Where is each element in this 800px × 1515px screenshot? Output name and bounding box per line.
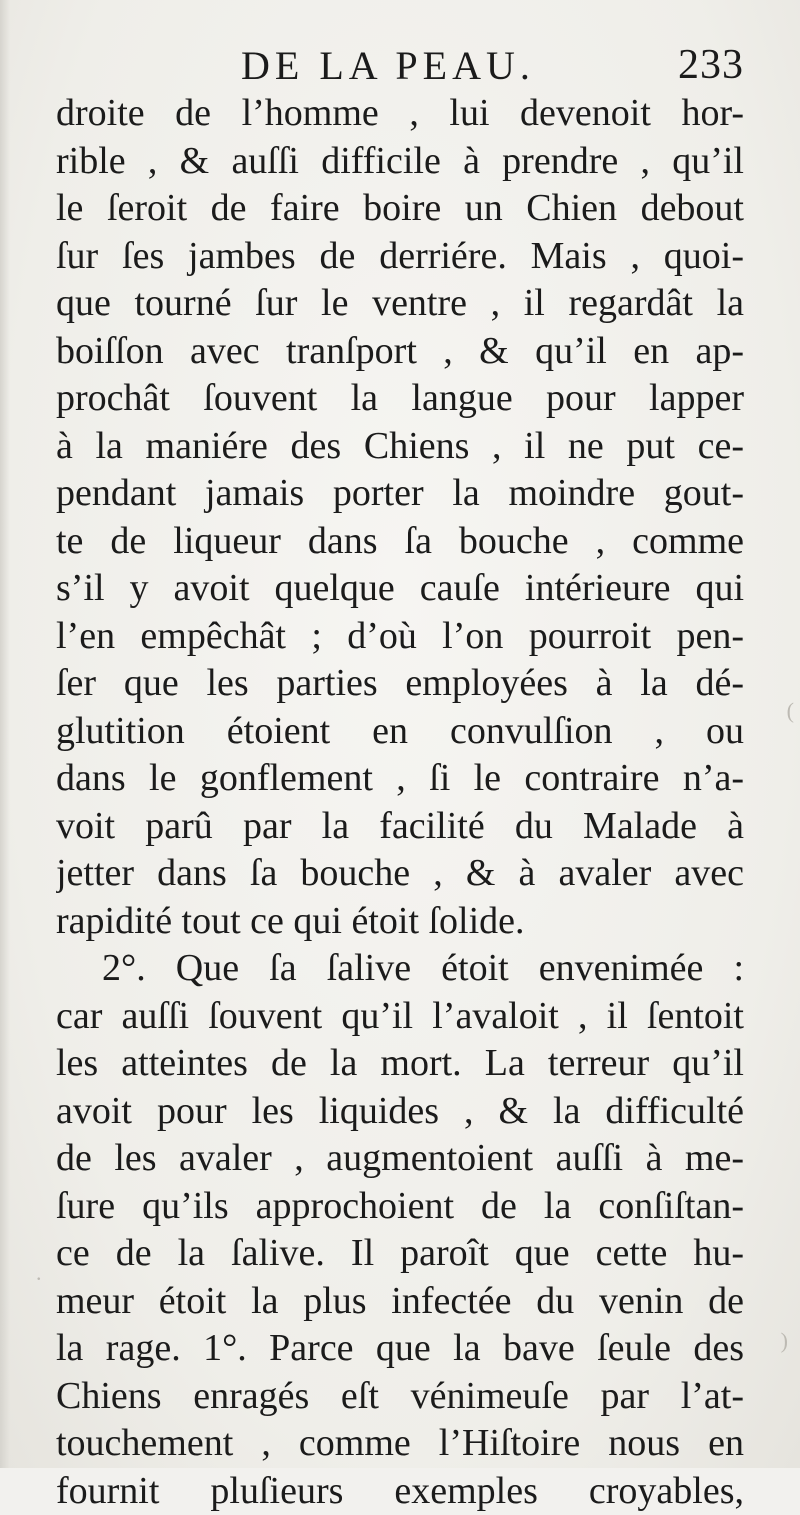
text-line-11: s’il y avoit quelque cauſe intérieure qui — [56, 565, 744, 613]
text-line-26: meur étoit la plus infectée du venin de — [56, 1278, 744, 1326]
text-line-25: ce de la ſalive. Il paroît que cette hu- — [56, 1230, 744, 1278]
text-line-8: à la maniére des Chiens , il ne put ce- — [56, 423, 744, 471]
text-line-4: ſur ſes jambes de derriére. Mais , quoi- — [56, 233, 744, 281]
text-line-12: l’en empêchât ; d’où l’on pourroit pen- — [56, 613, 744, 661]
text-line-13: ſer que les parties employées à la dé- — [56, 660, 744, 708]
text-line-1: droite de l’homme , lui devenoit hor- — [56, 90, 744, 138]
text-line-21: les atteintes de la mort. La terreur qu’il — [56, 1040, 744, 1088]
text-line-28: Chiens enragés eſt vénimeuſe par l’at- — [56, 1373, 744, 1421]
body-text — [56, 90, 744, 1515]
text-line-30: fournit pluſieurs exemples croyables, — [56, 1468, 744, 1515]
text-line-16: voit parû par la facilité du Malade à — [56, 803, 744, 851]
text-line-27: la rage. 1°. Parce que la bave ſeule des — [56, 1325, 744, 1373]
text-line-20: car auſſi ſouvent qu’il l’avaloit , il ſentoit — [56, 993, 744, 1041]
text-line-18: rapidité tout ce qui étoit ſolide. — [56, 898, 744, 946]
page-number: 233 — [678, 44, 744, 86]
text-line-15: dans le gonflement , ſi le contraire n’a- — [56, 755, 744, 803]
text-line-29: touchement , comme l’Hiſtoire nous en — [56, 1420, 744, 1468]
page-left-edge-shadow — [0, 0, 10, 1468]
text-line-10: te de liqueur dans ſa bouche , comme — [56, 518, 744, 566]
text-line-2: rible , & auſſi difficile à prendre , qu’il — [56, 138, 744, 186]
margin-mark-left: . — [36, 1262, 42, 1284]
running-title: DE LA PEAU. — [241, 46, 535, 86]
text-line-24: ſure qu’ils approchoient de la conſiſtan- — [56, 1183, 744, 1231]
margin-mark-right-top: ( — [787, 700, 794, 722]
text-line-6: boiſſon avec tranſport , & qu’il en ap- — [56, 328, 744, 376]
text-line-9: pendant jamais porter la moindre gout- — [56, 470, 744, 518]
text-line-5: que tourné ſur le ventre , il regardât la — [56, 280, 744, 328]
text-line-3: le ſeroit de faire boire un Chien debout — [56, 185, 744, 233]
margin-mark-right-bottom: ) — [781, 1330, 788, 1352]
text-line-7: prochât ſouvent la langue pour lapper — [56, 375, 744, 423]
text-line-14: glutition étoient en convulſion , ou — [56, 708, 744, 756]
text-line-22: avoit pour les liquides , & la difficulté — [56, 1088, 744, 1136]
text-line-19: 2°. Que ſa ſalive étoit envenimée : — [56, 945, 744, 993]
text-line-17: jetter dans ſa bouche , & à avaler avec — [56, 850, 744, 898]
text-line-23: de les avaler , augmentoient auſſi à me- — [56, 1135, 744, 1183]
